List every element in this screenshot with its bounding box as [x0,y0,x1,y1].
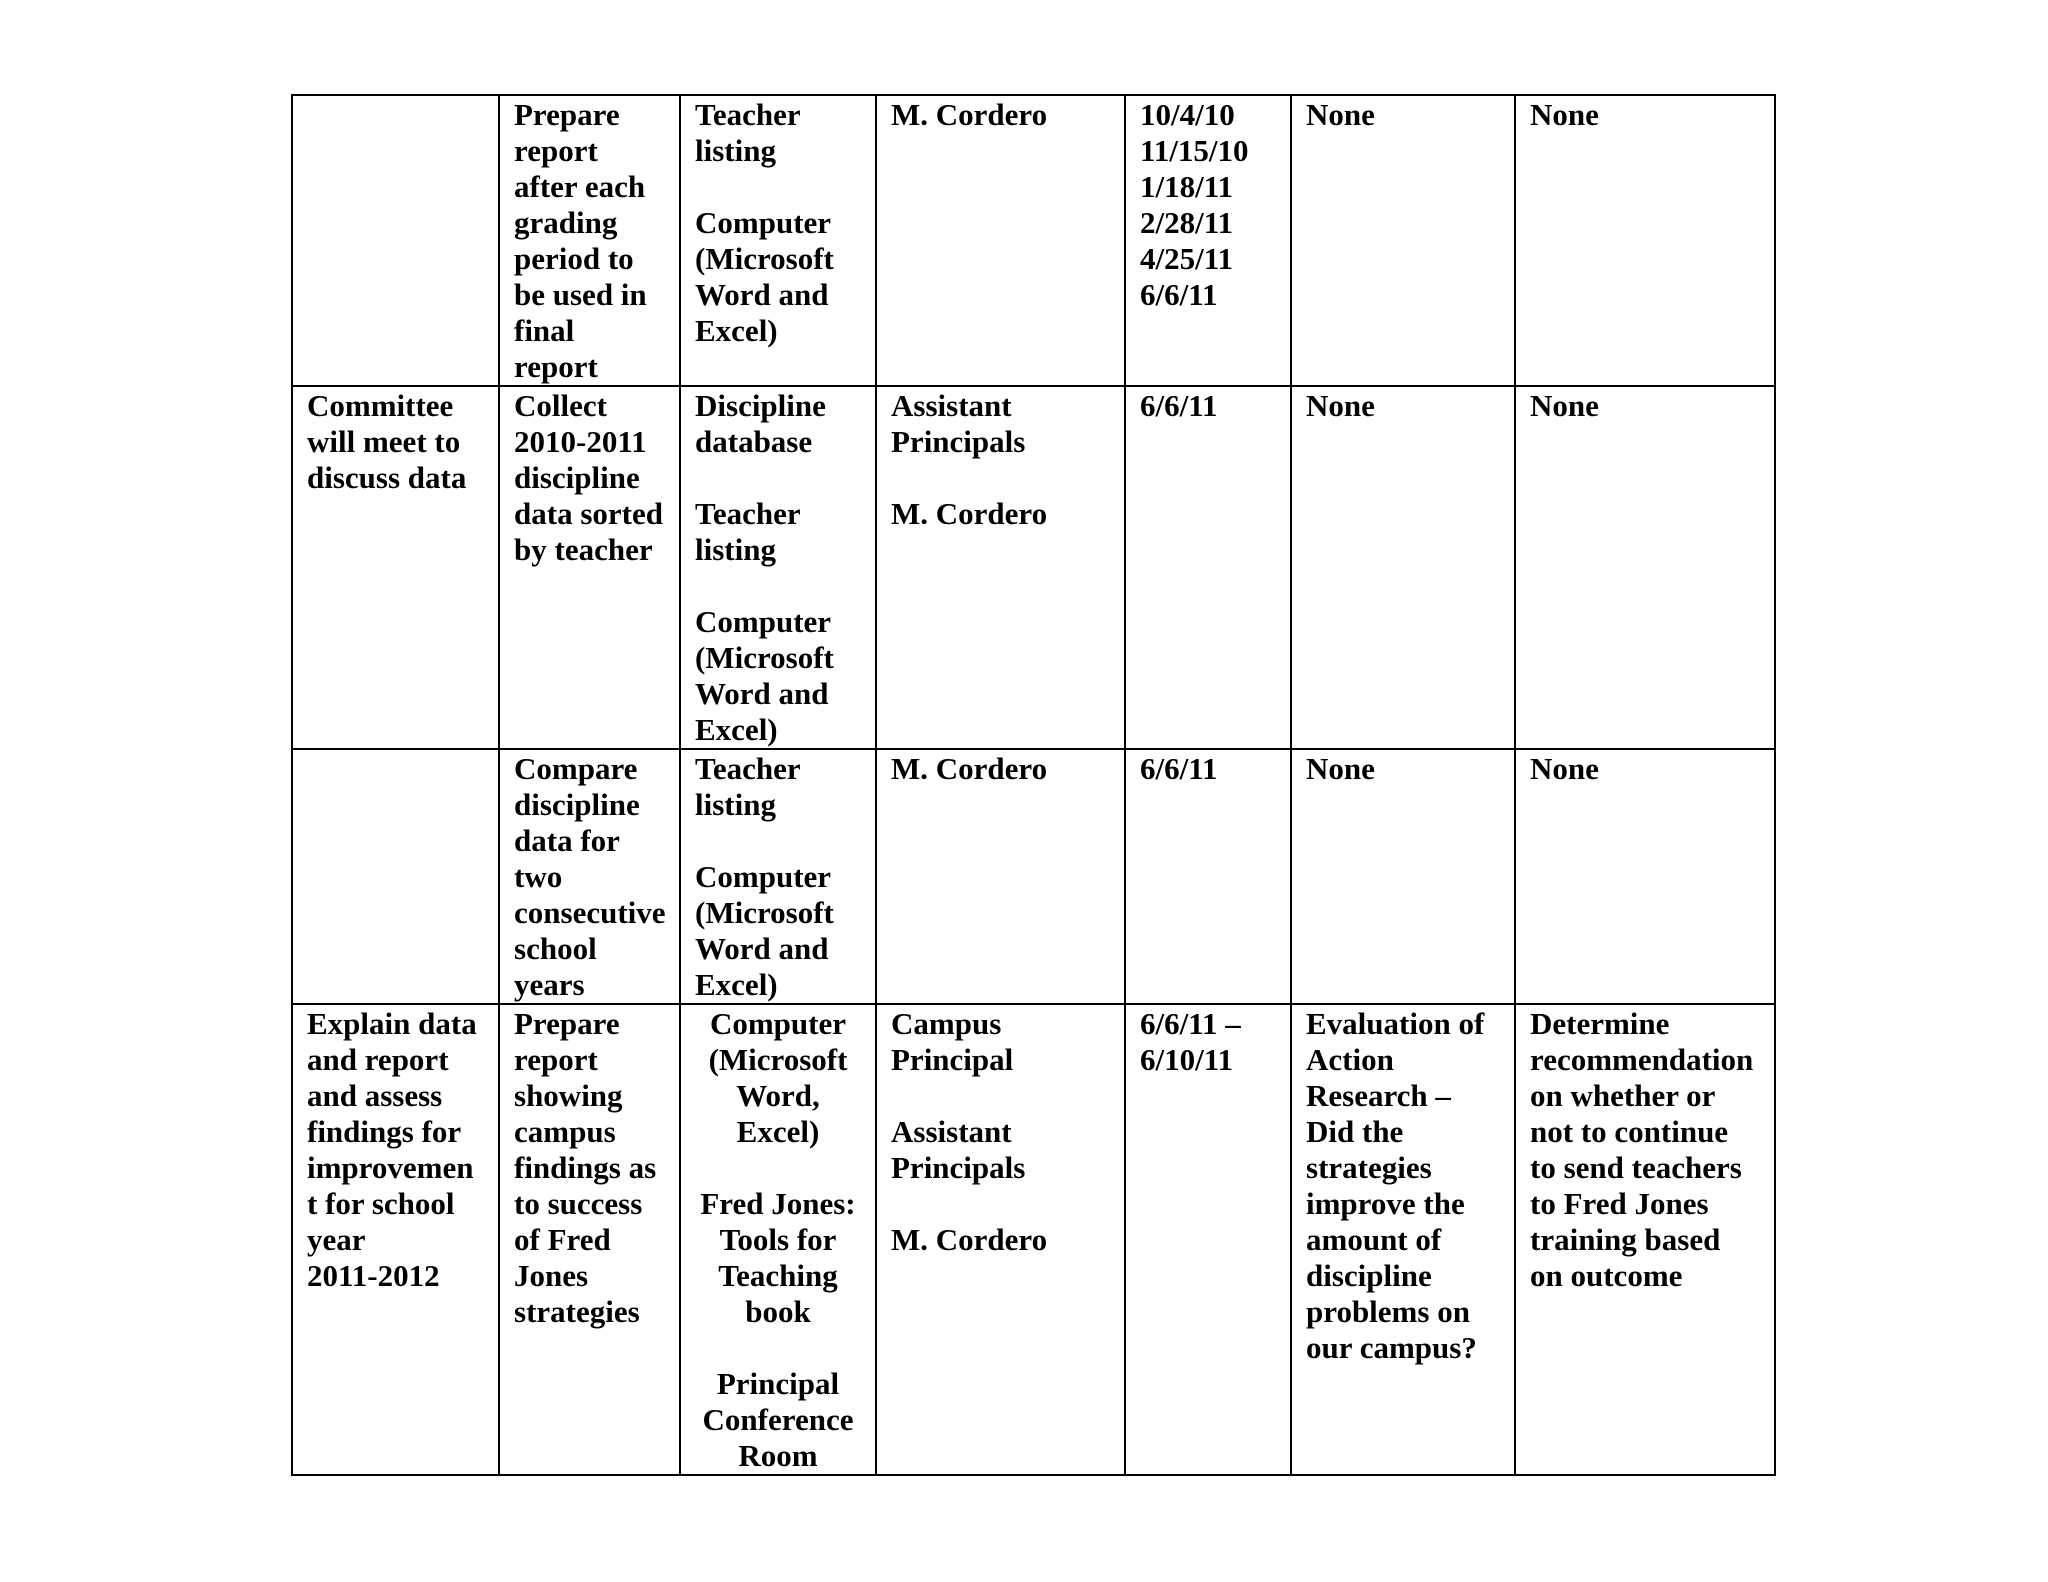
evaluation-cell [1291,386,1515,749]
cell-text-line [695,169,869,205]
cell-text-line: after each [514,169,646,204]
cell-text-line: listing [695,532,776,567]
cell-text-line [695,823,869,859]
cell-text-line: problems on [1306,1294,1470,1329]
cell-text-line: year [307,1222,366,1257]
cell-text-line: Evaluation of [1306,1006,1485,1041]
cell-text-line: report [514,349,598,384]
cell-text-line: will meet to [307,424,461,459]
cell-text-line: Word and [695,931,829,966]
person-responsible-cell [876,749,1125,1004]
cell-text-line: 6/6/11 [1140,751,1218,786]
cell-text-line: Research – [1306,1078,1451,1113]
cell-text-line: None [1306,388,1375,423]
cell-text-line: and assess [307,1078,443,1113]
cell-text-line: Assistant [891,388,1012,423]
cell-text-line: None [1530,388,1599,423]
cell-text-line: Teacher [695,97,801,132]
cell-text-line: be used in [514,277,647,312]
cell-text-line: Principal [716,1366,840,1401]
cell-text-line: Collect [514,388,607,423]
cell-text-line: Prepare [514,1006,620,1041]
objective-cell [292,386,499,749]
person-responsible-cell [876,95,1125,386]
timeline-cell [1125,386,1291,749]
resources-cell [680,386,876,749]
cell-text-line: by teacher [514,532,653,567]
cell-text-line: to success [514,1186,643,1221]
cell-text-line: M. Cordero [891,97,1048,132]
cell-text-line: 6/10/11 [1140,1042,1234,1077]
activity-cell [499,749,680,1004]
cell-text-line: 1/18/11 [1140,169,1234,204]
cell-text-line: book [745,1294,811,1329]
cell-text-line: on whether or [1530,1078,1716,1113]
cell-text-line: strategies [1306,1150,1432,1185]
cell-text-line: Excel) [695,967,778,1002]
table-row [292,1004,1775,1475]
cell-text-line: 2011-2012 [307,1258,440,1293]
cell-text-line [687,1330,869,1366]
cell-text-line: Principals [891,1150,1026,1185]
cell-text-line: and report [307,1042,449,1077]
cell-text-line: not to continue [1530,1114,1729,1149]
evaluation-cell [1291,749,1515,1004]
resources-cell [680,1004,876,1475]
objective-cell [292,95,499,386]
resources-cell [680,749,876,1004]
cell-text-line: 2/28/11 [1140,205,1234,240]
cell-text-line [695,460,869,496]
outcome-cell [1515,1004,1775,1475]
cell-text-line: 4/25/11 [1140,241,1234,276]
cell-text-line: Computer [695,859,832,894]
evaluation-cell [1291,1004,1515,1475]
objective-cell [292,749,499,1004]
timeline-cell [1125,749,1291,1004]
cell-text-line: Word, [736,1078,820,1113]
cell-text-line [891,1186,1118,1222]
cell-text-line: school [514,931,597,966]
cell-text-line: discipline [514,460,640,495]
cell-text-line: Principal [891,1042,1014,1077]
objective-cell [292,1004,499,1475]
cell-text-line: M. Cordero [891,1222,1048,1257]
cell-text-line: Teacher [695,496,801,531]
cell-text-line: (Microsoft [695,895,834,930]
cell-text-line: period to [514,241,634,276]
person-responsible-cell [876,386,1125,749]
cell-text-line: campus [514,1114,616,1149]
cell-text-line: Tools for [719,1222,837,1257]
table-row [292,749,1775,1004]
cell-text-line: t for school [307,1186,455,1221]
outcome-cell [1515,749,1775,1004]
cell-text-line: Excel) [695,313,778,348]
evaluation-cell [1291,95,1515,386]
cell-text-line: M. Cordero [891,751,1048,786]
cell-text-line: Teacher [695,751,801,786]
cell-text-line: Word and [695,676,829,711]
cell-text-line: M. Cordero [891,496,1048,531]
cell-text-line: Determine [1530,1006,1670,1041]
cell-text-line: Room [738,1438,818,1473]
cell-text-line: data for [514,823,620,858]
cell-text-line: Excel) [736,1114,820,1149]
activity-cell [499,95,680,386]
cell-text-line: discipline [1306,1258,1432,1293]
cell-text-line: consecutive [514,895,666,930]
cell-text-line: our campus? [1306,1330,1477,1365]
cell-text-line: Campus [891,1006,1002,1041]
cell-text-line: Did the [1306,1114,1404,1149]
cell-text-line: (Microsoft [695,640,834,675]
activity-cell [499,386,680,749]
cell-text-line: listing [695,133,776,168]
cell-text-line: Computer [695,205,832,240]
cell-text-line: None [1530,751,1599,786]
cell-text-line: (Microsoft [708,1042,848,1077]
cell-text-line: database [695,424,813,459]
cell-text-line: Computer [695,604,832,639]
cell-text-line: 6/6/11 – [1140,1006,1241,1041]
cell-text-line: Fred Jones: [700,1186,856,1221]
cell-text-line: data sorted [514,496,663,531]
timeline-cell [1125,95,1291,386]
cell-text-line: to send teachers [1530,1150,1742,1185]
resources-cell [680,95,876,386]
cell-text-line: (Microsoft [695,241,834,276]
person-responsible-cell [876,1004,1125,1475]
table-row [292,95,1775,386]
cell-text-line [695,568,869,604]
cell-text-line: report [514,1042,598,1077]
cell-text-line: of Fred [514,1222,611,1257]
cell-text-line: 11/15/10 [1140,133,1249,168]
cell-text-line: Teaching [718,1258,838,1293]
cell-text-line: Jones [514,1258,589,1293]
cell-text-line: improvemen [307,1150,474,1185]
cell-text-line: Excel) [695,712,778,747]
outcome-cell [1515,386,1775,749]
outcome-cell [1515,95,1775,386]
cell-text-line: 6/6/11 [1140,277,1218,312]
cell-text-line: 10/4/10 [1140,97,1235,132]
cell-text-line: Conference [702,1402,854,1437]
cell-text-line: Principals [891,424,1026,459]
cell-text-line: Computer [709,1006,847,1041]
activity-cell [499,1004,680,1475]
cell-text-line: Discipline [695,388,826,423]
cell-text-line: 6/6/11 [1140,388,1218,423]
cell-text-line: training based [1530,1222,1721,1257]
action-plan-table [291,94,1776,1476]
cell-text-line: grading [514,205,618,240]
cell-text-line: recommendation [1530,1042,1754,1077]
cell-text-line: improve the [1306,1186,1465,1221]
cell-text-line: listing [695,787,776,822]
cell-text-line: discuss data [307,460,467,495]
cell-text-line: None [1306,751,1375,786]
cell-text-line [891,1078,1118,1114]
cell-text-line: strategies [514,1294,640,1329]
cell-text-line: amount of [1306,1222,1442,1257]
cell-text-line: on outcome [1530,1258,1683,1293]
cell-text-line [687,1150,869,1186]
cell-text-line [891,460,1118,496]
cell-text-line: report [514,133,598,168]
timeline-cell [1125,1004,1291,1475]
cell-text-line: Word and [695,277,829,312]
cell-text-line: to Fred Jones [1530,1186,1709,1221]
cell-text-line: Prepare [514,97,620,132]
cell-text-line: None [1530,97,1599,132]
cell-text-line: final [514,313,575,348]
cell-text-line: Explain data [307,1006,477,1041]
cell-text-line: two [514,859,563,894]
cell-text-line: Assistant [891,1114,1012,1149]
cell-text-line: 2010-2011 [514,424,647,459]
cell-text-line: years [514,967,585,1002]
table-row [292,386,1775,749]
cell-text-line: findings for [307,1114,462,1149]
cell-text-line: None [1306,97,1375,132]
cell-text-line: showing [514,1078,623,1113]
cell-text-line: Compare [514,751,638,786]
cell-text-line: Action [1306,1042,1394,1077]
cell-text-line: Committee [307,388,454,423]
cell-text-line: findings as [514,1150,657,1185]
cell-text-line: discipline [514,787,640,822]
